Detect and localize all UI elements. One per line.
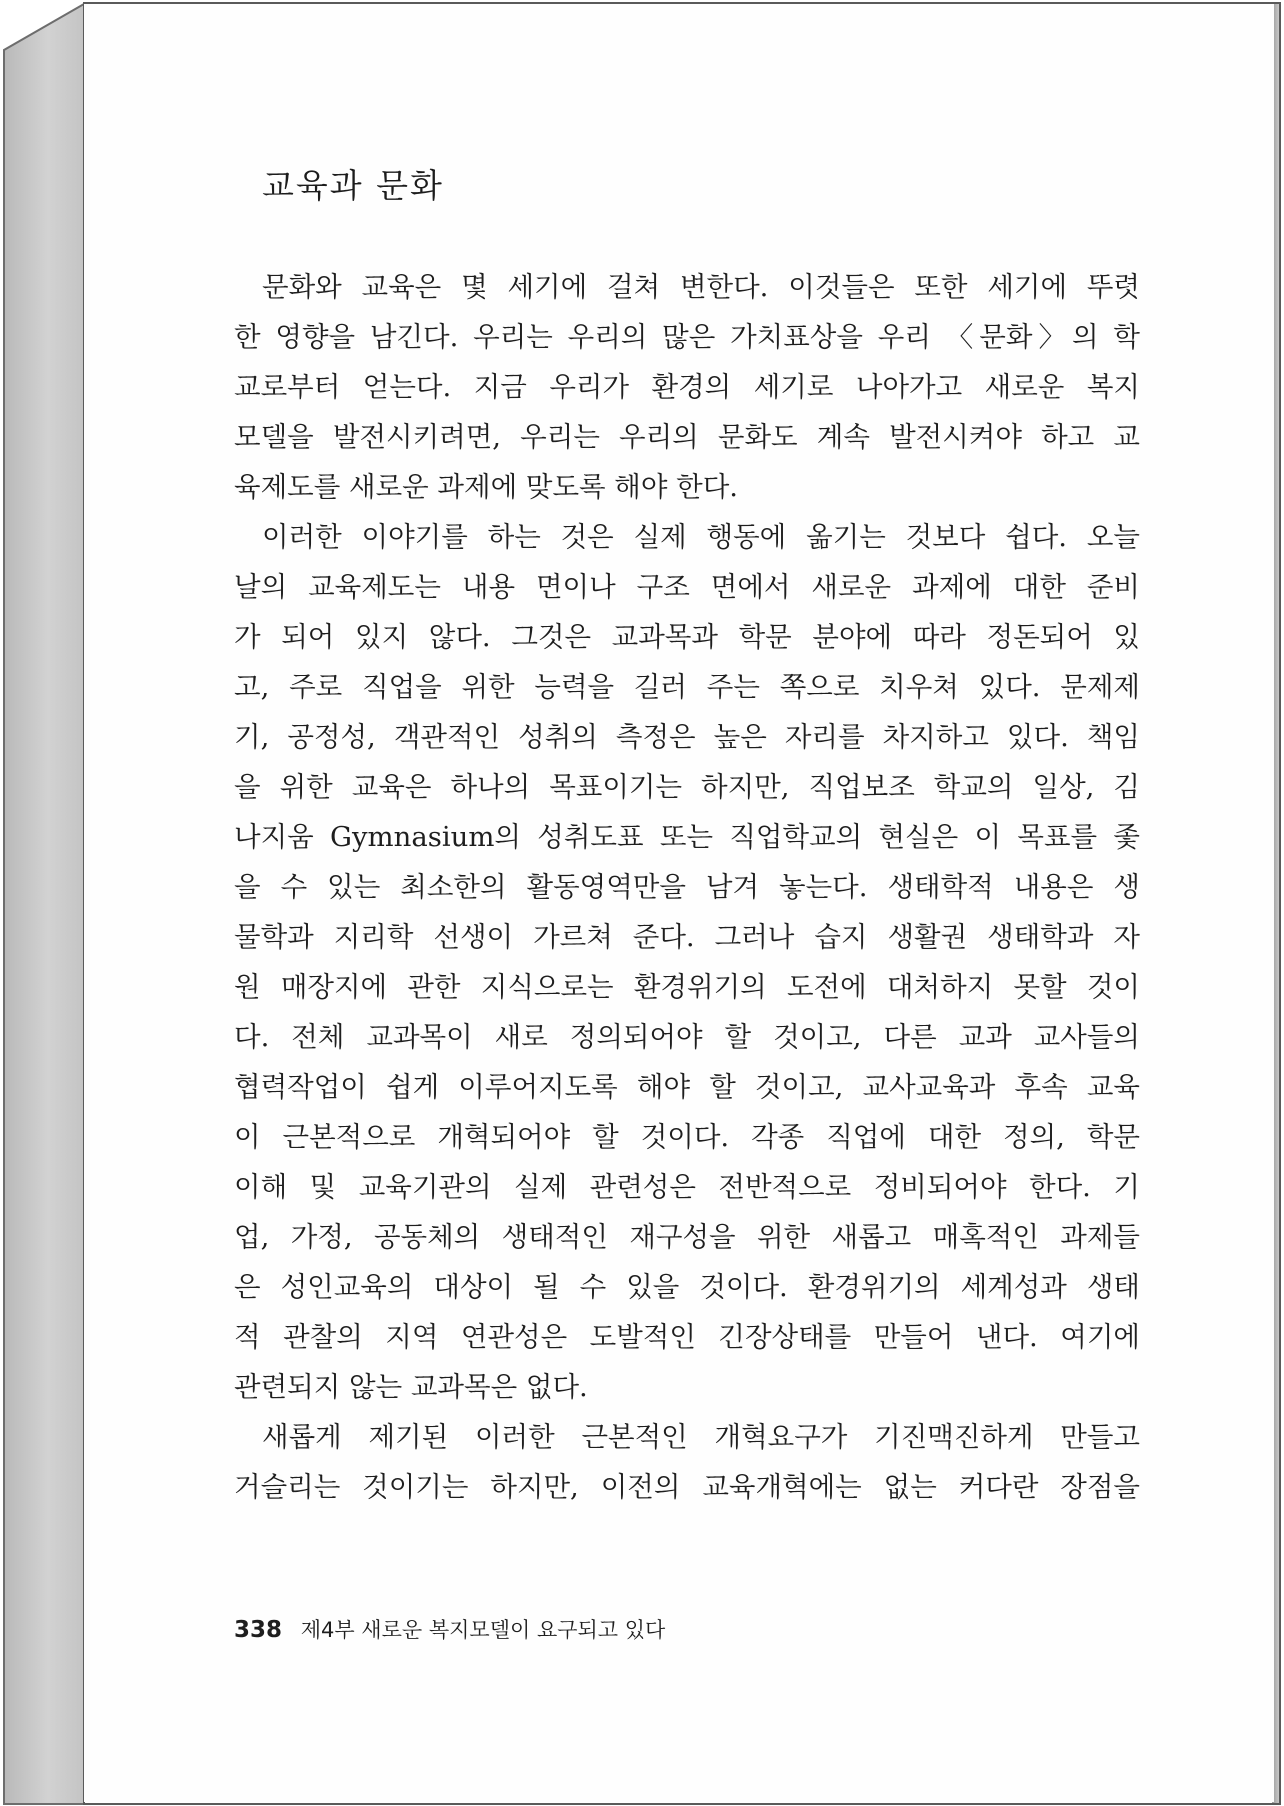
text-line: 이해 및 교육기관의 실제 관련성은 전반적으로 정비되어야 한다. 기 [234, 1171, 1140, 1203]
text-line: 다. 전체 교과목이 새로 정의되어야 할 것이고, 다른 교과 교사들의 [234, 1021, 1140, 1053]
text-line: 물학과 지리학 선생이 가르쳐 준다. 그러나 습지 생활권 생태학과 자 [234, 921, 1140, 953]
text-line: 을 수 있는 최소한의 활동영역만을 남겨 놓는다. 생태학적 내용은 생 [234, 871, 1140, 903]
text-line: 가 되어 있지 않다. 그것은 교과목과 학문 분야에 따라 정돈되어 있 [234, 621, 1140, 653]
text-line: 교로부터 얻는다. 지금 우리가 환경의 세기로 나아가고 새로운 복지 [234, 371, 1140, 403]
text-line: 은 성인교육의 대상이 될 수 있을 것이다. 환경위기의 세계성과 생태 [234, 1271, 1140, 1303]
page-number: 338 [234, 1617, 283, 1643]
text-line: 관련되지 않는 교과목은 없다. [234, 1371, 588, 1403]
text-line: 이 근본적으로 개혁되어야 할 것이다. 각종 직업에 대한 정의, 학문 [234, 1121, 1140, 1153]
text-line: 을 위한 교육은 하나의 목표이기는 하지만, 직업보조 학교의 일상, 김 [234, 771, 1140, 803]
paragraph [234, 262, 1140, 512]
text-line: 협력작업이 쉽게 이루어지도록 해야 할 것이고, 교사교육과 후속 교육 [234, 1071, 1140, 1103]
paragraph [234, 512, 1140, 1412]
text-line: 기, 공정성, 객관적인 성취의 측정은 높은 자리를 차지하고 있다. 책임 [234, 721, 1140, 753]
page-footer [234, 1614, 665, 1644]
text-line: 거슬리는 것이기는 하지만, 이전의 교육개혁에는 없는 커다란 장점을 [234, 1471, 1140, 1503]
text-line: 나지움 Gymnasium의 성취도표 또는 직업학교의 현실은 이 목표를 좇 [234, 821, 1140, 853]
body-text [234, 262, 1140, 1512]
text-line: 새롭게 제기된 이러한 근본적인 개혁요구가 기진맥진하게 만들고 [262, 1421, 1140, 1453]
running-title: 제4부 새로운 복지모델이 요구되고 있다 [300, 1618, 666, 1642]
section-heading: 교육과 문화 [262, 166, 444, 205]
text-line: 육제도를 새로운 과제에 맞도록 해야 한다. [234, 471, 739, 503]
text-line: 원 매장지에 관한 지식으로는 환경위기의 도전에 대처하지 못할 것이 [234, 971, 1140, 1003]
text-line: 고, 주로 직업을 위한 능력을 길러 주는 쪽으로 치우쳐 있다. 문제제 [234, 671, 1140, 703]
text-line: 문화와 교육은 몇 세기에 걸쳐 변한다. 이것들은 또한 세기에 뚜렷 [262, 271, 1140, 303]
text-line: 날의 교육제도는 내용 면이나 구조 면에서 새로운 과제에 대한 준비 [234, 571, 1140, 603]
text-line: 한 영향을 남긴다. 우리는 우리의 많은 가치표상을 우리 〈문화〉의 학 [234, 321, 1140, 353]
paragraph [234, 1412, 1140, 1512]
text-line: 모델을 발전시키려면, 우리는 우리의 문화도 계속 발전시켜야 하고 교 [234, 421, 1140, 453]
text-line: 업, 가정, 공동체의 생태적인 재구성을 위한 새롭고 매혹적인 과제들 [234, 1221, 1140, 1253]
text-line: 적 관찰의 지역 연관성은 도발적인 긴장상태를 만들어 낸다. 여기에 [234, 1321, 1140, 1353]
text-line: 이러한 이야기를 하는 것은 실제 행동에 옮기는 것보다 쉽다. 오늘 [262, 521, 1140, 553]
